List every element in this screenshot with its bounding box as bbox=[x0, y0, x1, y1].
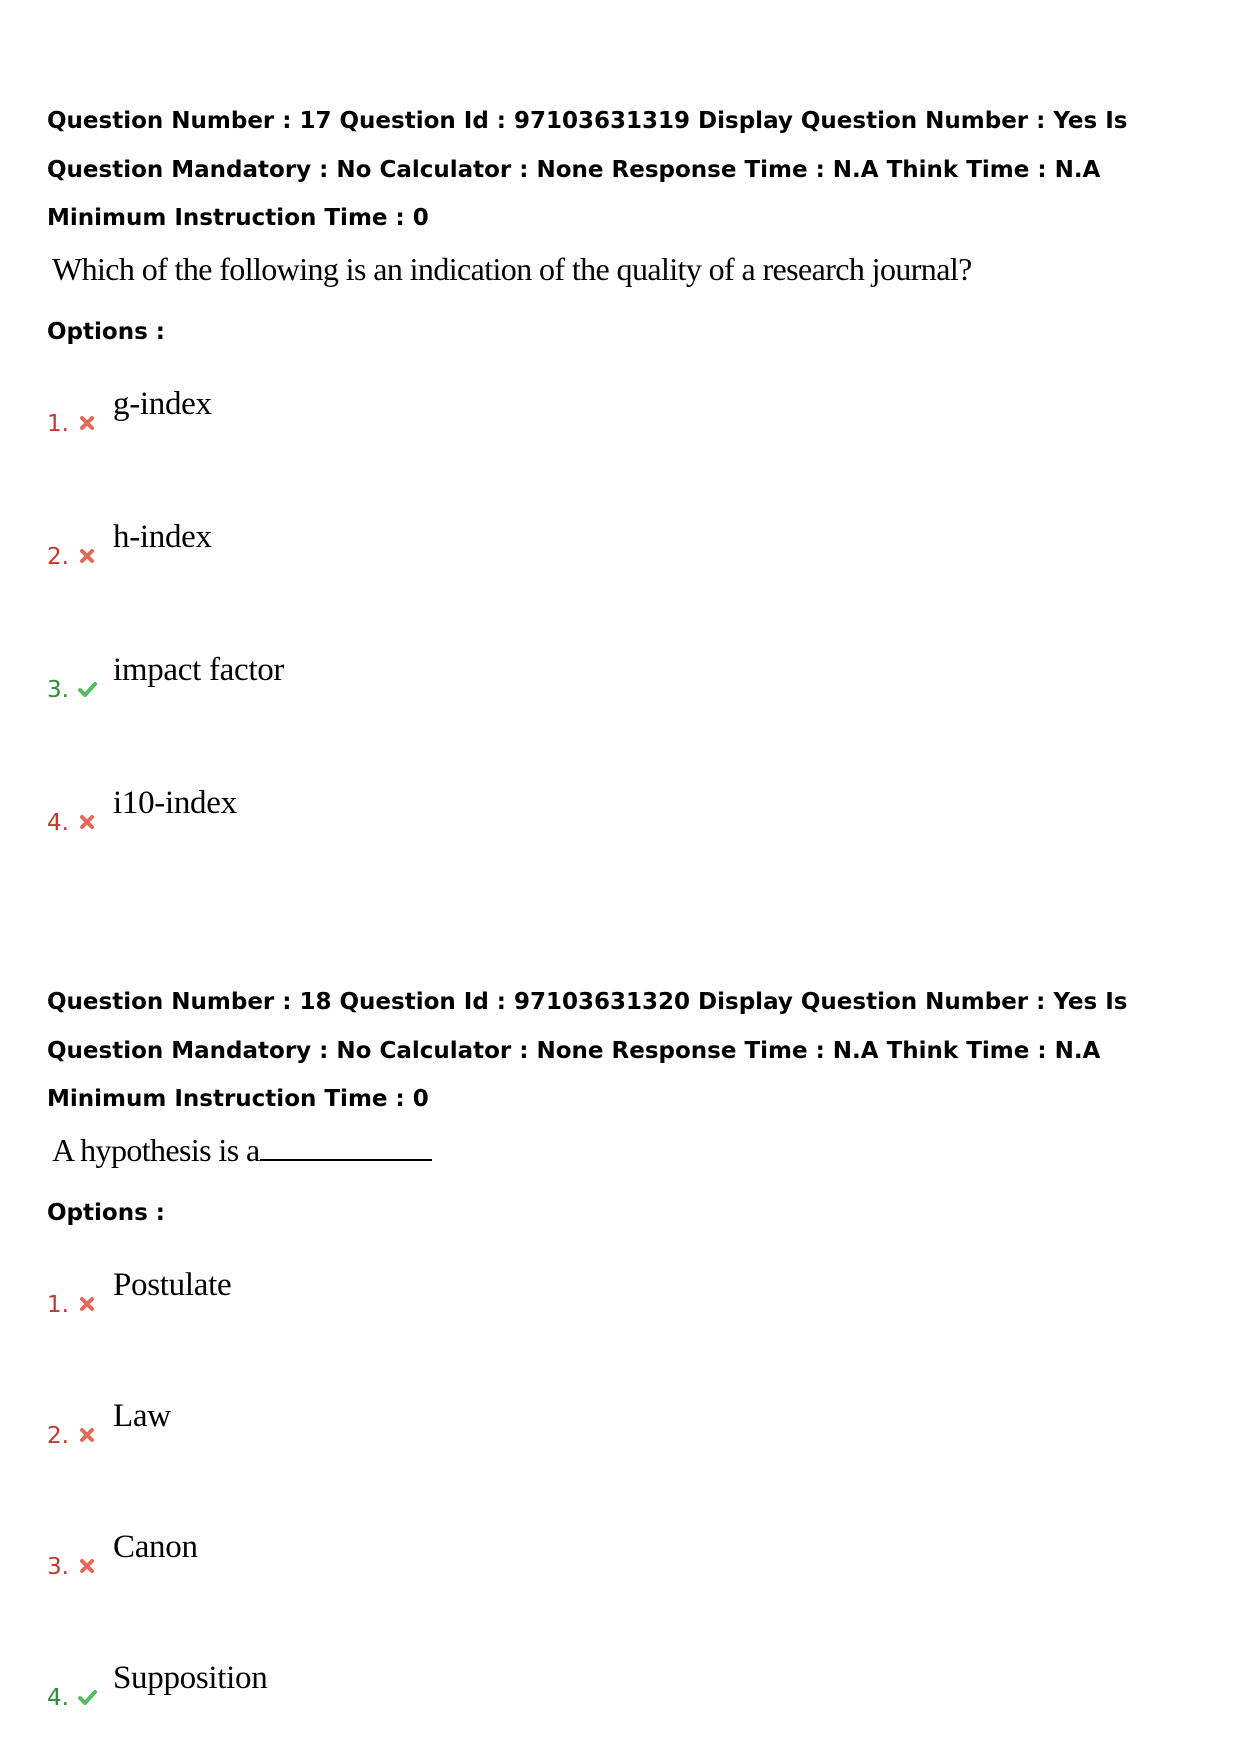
option-text: Canon bbox=[113, 1528, 198, 1565]
options-label: Options : bbox=[47, 318, 165, 345]
option-number: 2. bbox=[47, 1422, 69, 1449]
option-text: Supposition bbox=[113, 1659, 268, 1696]
question-text: Which of the following is an indication of the quality of a research journal? bbox=[52, 250, 972, 287]
question-text bbox=[52, 1128, 1207, 1172]
option-number: 2. bbox=[47, 543, 69, 570]
option-text: impact factor bbox=[113, 651, 285, 688]
cross-icon bbox=[77, 546, 97, 566]
question-text-content: A hypothesis is a bbox=[52, 1131, 260, 1168]
option-item bbox=[47, 1228, 1207, 1359]
options-list bbox=[47, 347, 1207, 879]
option-item bbox=[47, 480, 1207, 613]
option-number: 1. bbox=[47, 1291, 69, 1318]
cross-icon bbox=[77, 413, 97, 433]
question-block-17 bbox=[47, 97, 1207, 879]
option-item bbox=[47, 347, 1207, 480]
option-number: 3. bbox=[47, 1553, 69, 1580]
cross-icon bbox=[77, 1556, 97, 1576]
option-text: i10-index bbox=[113, 784, 237, 821]
option-item bbox=[47, 1490, 1207, 1621]
option-text: Postulate bbox=[113, 1266, 232, 1303]
option-number: 4. bbox=[47, 809, 69, 836]
options-list bbox=[47, 1228, 1207, 1752]
option-text: Law bbox=[113, 1397, 171, 1434]
option-number: 3. bbox=[47, 676, 69, 703]
option-item bbox=[47, 746, 1207, 879]
check-icon bbox=[77, 679, 97, 699]
cross-icon bbox=[77, 1294, 97, 1314]
answer-blank bbox=[260, 1131, 432, 1161]
option-number: 1. bbox=[47, 410, 69, 437]
option-item bbox=[47, 1359, 1207, 1490]
option-item bbox=[47, 613, 1207, 746]
question-meta: Question Number : 18 Question Id : 97103631320 Display Question Number : Yes Is Question Mandatory : No Calculator : None Response Time : N.A Think Time : N.A Minimum Instruction Time : 0 bbox=[47, 989, 1128, 1112]
question-block-18 bbox=[47, 978, 1207, 1752]
option-text: h-index bbox=[113, 518, 212, 555]
options-label: Options : bbox=[47, 1199, 165, 1226]
question-meta: Question Number : 17 Question Id : 97103631319 Display Question Number : Yes Is Question Mandatory : No Calculator : None Response Time : N.A Think Time : N.A Minimum Instruction Time : 0 bbox=[47, 108, 1128, 231]
check-icon bbox=[77, 1687, 97, 1707]
option-text: g-index bbox=[113, 385, 212, 422]
option-item bbox=[47, 1621, 1207, 1752]
cross-icon bbox=[77, 812, 97, 832]
option-number: 4. bbox=[47, 1684, 69, 1711]
cross-icon bbox=[77, 1425, 97, 1445]
